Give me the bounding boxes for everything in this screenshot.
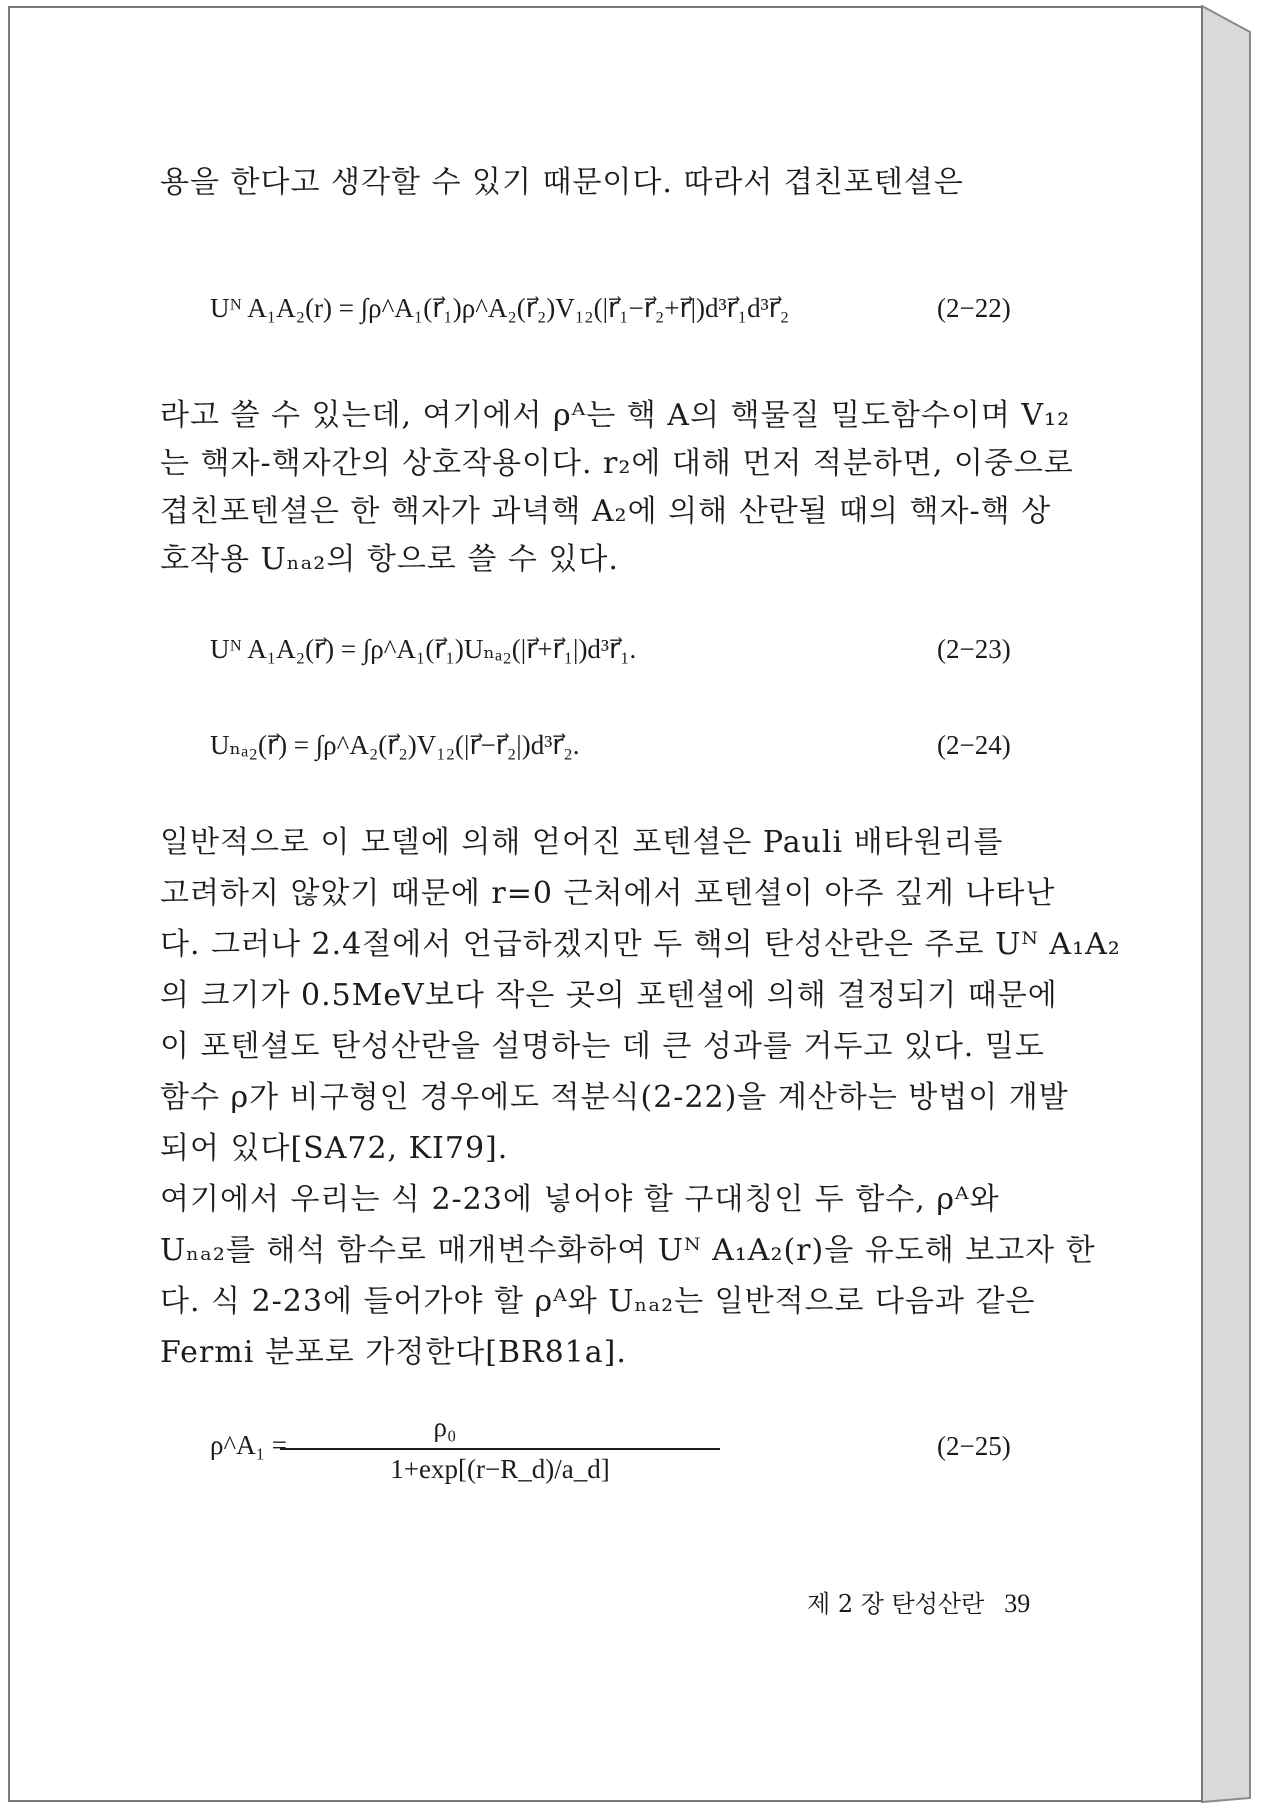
- paragraph-line: 함수 ρ가 비구형인 경우에도 적분식(2-22)을 계산하는 방법이 개발: [160, 1080, 1069, 1115]
- paragraph-line: 일반적으로 이 모델에 의해 얻어진 포텐셜은 Pauli 배타원리를: [160, 825, 1004, 860]
- paragraph-line: Fermi 분포로 가정한다[BR81a].: [160, 1335, 627, 1370]
- equation-number: (2−25): [937, 1431, 1011, 1461]
- fraction-lhs: ρ^A₁ =: [210, 1430, 288, 1460]
- paragraph-line: 고려하지 않았기 때문에 r=0 근처에서 포텐셜이 아주 깊게 나타난: [160, 876, 1056, 911]
- fraction-denominator: 1+exp[(r−R_d)/a_d]: [390, 1454, 610, 1484]
- book-page: [8, 6, 1203, 1802]
- paragraph-line: 라고 쓸 수 있는데, 여기에서 ρᴬ는 핵 A의 핵물질 밀도함수이며 V₁₂: [160, 398, 1071, 433]
- equation-2-22: Uᴺ A₁A₂(r) = ∫ρ^A₁(r⃗₁)ρ^A₂(r⃗₂)V₁₂(|r⃗₁−r⃗₂+r⃗|)d³r⃗₁d³r⃗₂: [210, 293, 790, 323]
- paragraph-line: 호작용 Uₙₐ₂의 항으로 쓸 수 있다.: [160, 542, 619, 577]
- chapter-title: 제 2 장 탄성산란: [807, 1590, 985, 1618]
- equation-number: (2−24): [937, 730, 1011, 760]
- fraction-numerator: ρ₀: [433, 1412, 457, 1442]
- paragraph-line: 되어 있다[SA72, KI79].: [160, 1131, 509, 1166]
- paragraph-line: 용을 한다고 생각할 수 있기 때문이다. 따라서 겹친포텐셜은: [160, 165, 964, 200]
- page-footer: [807, 1584, 1030, 1619]
- equation-2-23: Uᴺ A₁A₂(r⃗) = ∫ρ^A₁(r⃗₁)Uₙₐ₂(|r⃗+r⃗₁|)d³r⃗₁.: [210, 634, 637, 664]
- equation-number: (2−22): [937, 293, 1011, 323]
- paragraph-line: 의 크기가 0.5MeV보다 작은 곳의 포텐셜에 의해 결정되기 때문에: [160, 978, 1058, 1013]
- paragraph-line: 다. 그러나 2.4절에서 언급하겠지만 두 핵의 탄성산란은 주로 Uᴺ A₁A₂: [160, 927, 1121, 962]
- fraction-bar: [280, 1448, 720, 1450]
- equation-number: (2−23): [937, 634, 1011, 664]
- paragraph-line: 여기에서 우리는 식 2-23에 넣어야 할 구대칭인 두 함수, ρᴬ와: [160, 1182, 1000, 1217]
- page-number: 39: [1004, 1589, 1031, 1618]
- paragraph-line: 다. 식 2-23에 들어가야 할 ρᴬ와 Uₙₐ₂는 일반적으로 다음과 같은: [160, 1284, 1036, 1319]
- paragraph-line: 겹친포텐셜은 한 핵자가 과녁핵 A₂에 의해 산란될 때의 핵자-핵 상: [160, 494, 1052, 529]
- equation-2-24: Uₙₐ₂(r⃗) = ∫ρ^A₂(r⃗₂)V₁₂(|r⃗−r⃗₂|)d³r⃗₂.: [210, 730, 580, 760]
- paragraph-line: 이 포텐셜도 탄성산란을 설명하는 데 큰 성과를 거두고 있다. 밀도: [160, 1029, 1045, 1064]
- paragraph-line: Uₙₐ₂를 해석 함수로 매개변수화하여 Uᴺ A₁A₂(r)을 유도해 보고자 한: [160, 1233, 1096, 1268]
- paragraph-line: 는 핵자-핵자간의 상호작용이다. r₂에 대해 먼저 적분하면, 이중으로: [160, 446, 1074, 481]
